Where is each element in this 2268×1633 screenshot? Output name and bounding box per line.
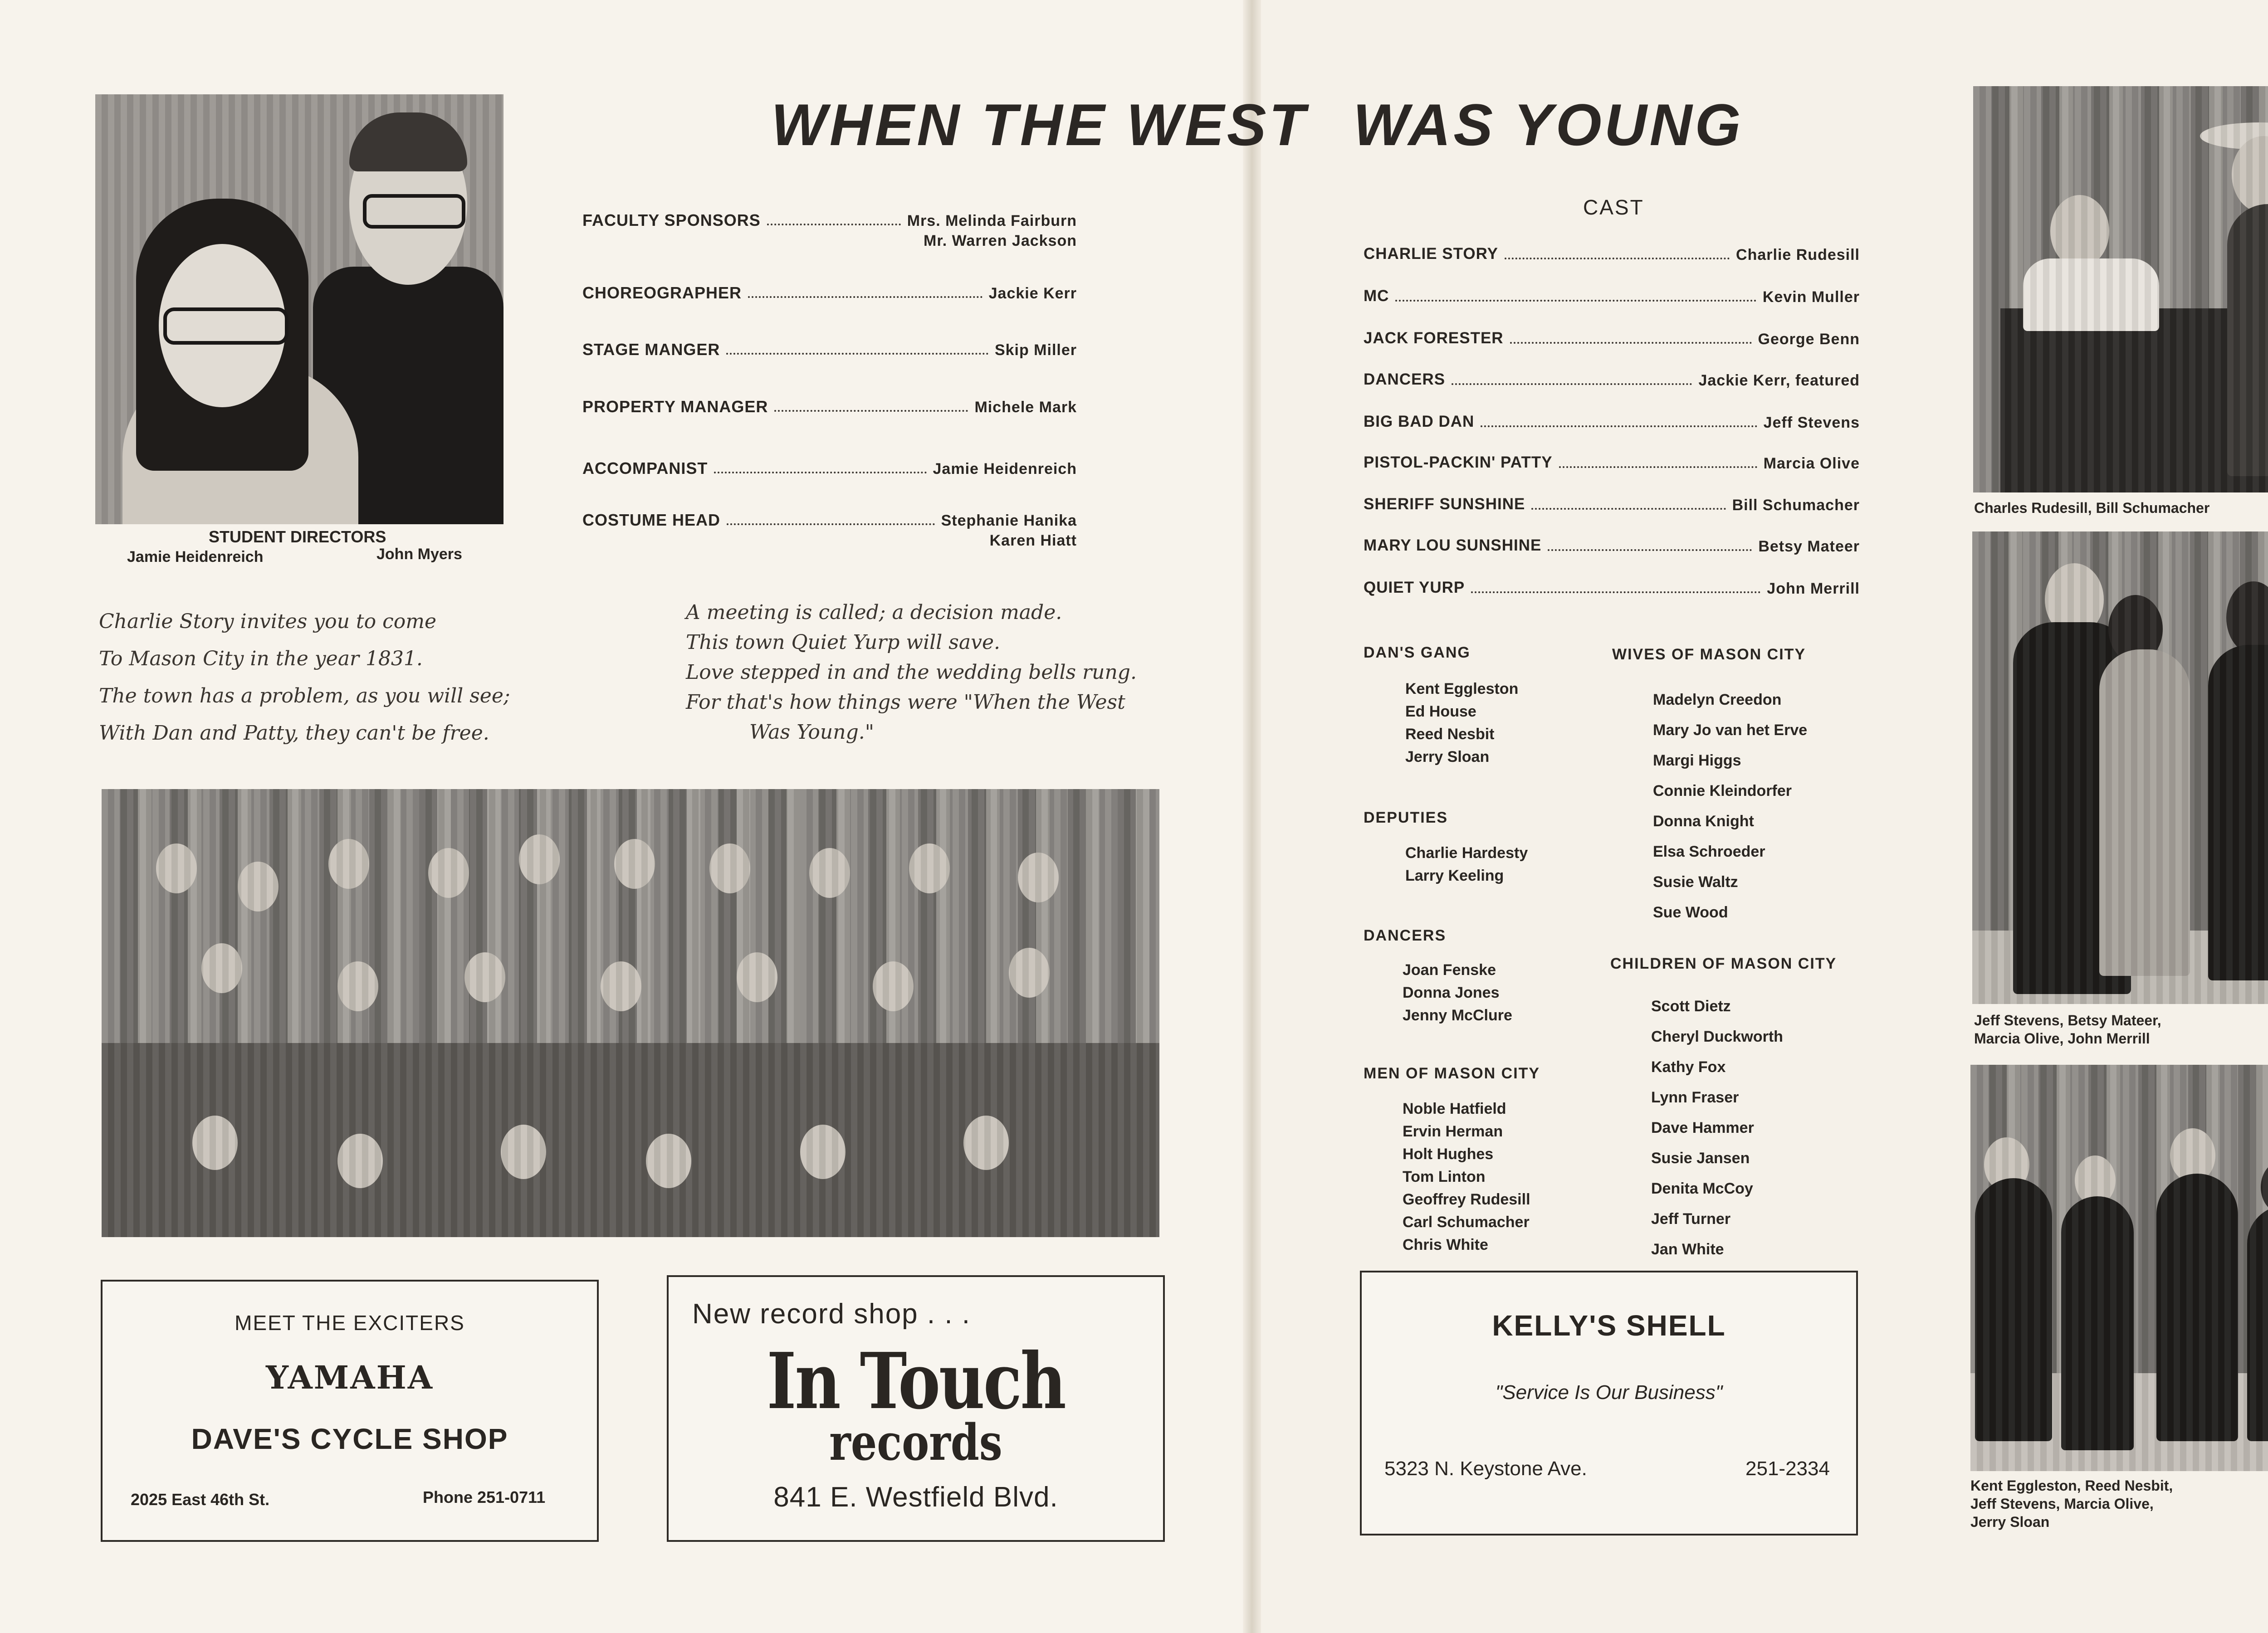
cast-member: Carl Schumacher [1403, 1214, 1530, 1231]
cast-member: Joan Fenske [1403, 961, 1496, 979]
men-list [1403, 1097, 1530, 1256]
credit-role: COSTUME HEAD [582, 511, 721, 529]
photo-rudesill-schumacher [1973, 86, 2268, 492]
ad-cycle-address: 2025 East 46th St. [131, 1490, 270, 1509]
cast-member: Geoffrey Rudesill [1403, 1191, 1530, 1208]
cast-row [1364, 495, 1860, 515]
cast-row [1364, 245, 1860, 265]
credit-name: Stephanie Hanika [941, 512, 1077, 529]
cast-member: Charlie Hardesty [1405, 844, 1528, 862]
poem-line: For that's how things were "When the West [686, 691, 1125, 714]
credit-name: Skip Miller [994, 341, 1077, 359]
wives-heading: WIVES OF MASON CITY [1612, 646, 1806, 663]
men-heading: MEN OF MASON CITY [1364, 1065, 1540, 1082]
cast-role: SHERIFF SUNSHINE [1364, 495, 1525, 513]
credit-row [582, 283, 1077, 303]
cast-member: Donna Knight [1653, 813, 1754, 830]
ad-cycle-brand: YAMAHA [265, 1359, 434, 1396]
dancers-heading: DANCERS [1364, 927, 1447, 944]
poem-line: Charlie Story invites you to come [99, 610, 436, 633]
cast-member: Ed House [1405, 703, 1476, 720]
poem-line: With Dan and Patty, they can't be free. [99, 721, 489, 745]
photo-stevens-mateer-olive-merrill [1972, 531, 2268, 1004]
caption-line: Jerry Sloan [1970, 1514, 2050, 1530]
cast-actor: George Benn [1758, 331, 1860, 348]
cast-role: CHARLIE STORY [1364, 245, 1498, 263]
cast-actor: Jackie Kerr, featured [1698, 372, 1860, 389]
cast-row [1364, 329, 1860, 349]
cast-row [1364, 579, 1860, 599]
title-part-1: WHEN THE WEST [771, 92, 1308, 158]
poem-line: The town has a problem, as you will see; [99, 684, 510, 707]
credit-role: PROPERTY MANAGER [582, 397, 768, 416]
cast-member: Holt Hughes [1403, 1146, 1494, 1163]
wives-list [1653, 685, 1807, 928]
children-list [1651, 991, 1783, 1265]
credit-row [582, 397, 1077, 417]
ad-shell-name: KELLY'S SHELL [1492, 1309, 1726, 1342]
poem-line: Was Young." [749, 721, 874, 744]
cast-actor: Charlie Rudesill [1736, 246, 1860, 263]
cast-row [1364, 370, 1860, 390]
credit-name: Michele Mark [974, 399, 1077, 416]
cast-member: Kent Eggleston [1405, 680, 1519, 697]
cast-member: Margi Higgs [1653, 752, 1741, 769]
cast-member: Connie Kleindorfer [1653, 782, 1792, 799]
play-title [771, 91, 1789, 159]
cast-role: MARY LOU SUNSHINE [1364, 536, 1542, 554]
poem-left [99, 603, 510, 752]
caption-line: Jeff Stevens, Marcia Olive, [1970, 1496, 2154, 1512]
cast-row [1364, 536, 1860, 556]
credit-row [582, 211, 1077, 251]
dans-gang-list [1405, 678, 1518, 768]
cast-row [1364, 413, 1860, 433]
dancers-list [1403, 959, 1512, 1027]
cast-role: DANCERS [1364, 370, 1446, 388]
ad-records-name1: In Touch [767, 1336, 1065, 1427]
cast-member: Sue Wood [1653, 904, 1728, 921]
ad-records-address: 841 E. Westfield Blvd. [773, 1482, 1058, 1513]
ad-cycle-name: DAVE'S CYCLE SHOP [191, 1423, 508, 1455]
cast-heading: CAST [1583, 195, 1644, 219]
cast-role: MC [1364, 287, 1389, 305]
student-directors-heading: STUDENT DIRECTORS [209, 527, 386, 546]
cast-member: Ervin Herman [1403, 1123, 1503, 1140]
ad-records-name2: records [829, 1413, 1002, 1472]
cast-member: Denita McCoy [1651, 1180, 1753, 1197]
ad-cycle-line1: MEET THE EXCITERS [235, 1311, 465, 1335]
credit-name: Mrs. Melinda Fairburn [907, 212, 1077, 229]
children-heading: CHILDREN OF MASON CITY [1610, 955, 1837, 972]
cast-member: Lynn Fraser [1651, 1089, 1739, 1106]
cast-role: QUIET YURP [1364, 579, 1465, 596]
deputies-list [1405, 842, 1528, 887]
cast-actor: Bill Schumacher [1732, 497, 1860, 514]
ad-shell-phone: 251-2334 [1745, 1458, 1830, 1480]
cast-member: Susie Waltz [1653, 873, 1738, 891]
ad-daves-cycle-shop [101, 1280, 599, 1542]
credit-name: Jamie Heidenreich [933, 460, 1077, 478]
cast-row [1364, 287, 1860, 307]
director-name-1: Jamie Heidenreich [127, 548, 264, 565]
cast-actor: Betsy Mateer [1758, 538, 1860, 555]
ad-records-tagline: New record shop . . . [692, 1298, 971, 1330]
poem-right [686, 598, 1137, 747]
cast-member: Donna Jones [1403, 984, 1500, 1001]
cast-member: Jerry Sloan [1405, 748, 1490, 765]
poem-line: A meeting is called; a decision made. [686, 601, 1062, 624]
cast-actor: Kevin Muller [1762, 288, 1860, 306]
cast-group-photo [102, 789, 1159, 1237]
cast-member: Jan White [1651, 1241, 1724, 1258]
cast-actor: John Merrill [1767, 580, 1860, 597]
caption-photo-1: Charles Rudesill, Bill Schumacher [1974, 500, 2210, 516]
student-directors-photo [95, 94, 503, 524]
cast-role: JACK FORESTER [1364, 329, 1504, 347]
cast-member: Jeff Turner [1651, 1210, 1731, 1228]
credit-role: CHOREOGRAPHER [582, 283, 742, 302]
caption-line: Kent Eggleston, Reed Nesbit, [1970, 1477, 2173, 1494]
ad-shell-slogan: "Service Is Our Business" [1495, 1381, 1723, 1404]
cast-actor: Jeff Stevens [1763, 414, 1860, 431]
dans-gang-heading: DAN'S GANG [1364, 644, 1471, 661]
cast-member: Larry Keeling [1405, 867, 1504, 884]
poem-line: This town Quiet Yurp will save. [686, 631, 1000, 654]
title-part-2: WAS YOUNG [1353, 92, 1744, 158]
director-name-2: John Myers [376, 546, 462, 563]
caption-line: Marcia Olive, John Merrill [1974, 1030, 2150, 1047]
cast-member: Reed Nesbit [1405, 726, 1495, 743]
cast-member: Scott Dietz [1651, 998, 1731, 1015]
cast-member: Madelyn Creedon [1653, 691, 1782, 708]
credit-role: STAGE MANGER [582, 340, 720, 359]
cast-member: Dave Hammer [1651, 1119, 1754, 1136]
cast-member: Jenny McClure [1403, 1007, 1512, 1024]
poem-line: To Mason City in the year 1831. [99, 647, 423, 670]
credit-row [582, 511, 1077, 551]
credit-name: Mr. Warren Jackson [924, 232, 1077, 249]
page-spine [1243, 0, 1261, 1633]
cast-member: Tom Linton [1403, 1168, 1486, 1185]
caption-photo-2 [1974, 1011, 2161, 1048]
caption-photo-3 [1970, 1477, 2173, 1531]
credit-row [582, 340, 1077, 360]
ad-in-touch-records [667, 1275, 1165, 1542]
credit-row [582, 459, 1077, 479]
credit-name: Karen Hiatt [989, 532, 1077, 549]
cast-actor: Marcia Olive [1763, 455, 1860, 472]
photo-gang-group [1970, 1065, 2268, 1471]
cast-member: Elsa Schroeder [1653, 843, 1765, 860]
cast-member: Noble Hatfield [1403, 1100, 1506, 1117]
caption-line: Jeff Stevens, Betsy Mateer, [1974, 1012, 2161, 1029]
cast-member: Mary Jo van het Erve [1653, 721, 1808, 739]
cast-member: Susie Jansen [1651, 1150, 1750, 1167]
cast-member: Chris White [1403, 1236, 1488, 1253]
credit-name: Jackie Kerr [988, 285, 1077, 302]
credit-role: ACCOMPANIST [582, 459, 708, 478]
credit-role: FACULTY SPONSORS [582, 211, 761, 229]
ad-cycle-phone: Phone 251-0711 [423, 1488, 546, 1506]
cast-role: PISTOL-PACKIN' PATTY [1364, 453, 1553, 471]
cast-row [1364, 453, 1860, 473]
poem-line: Love stepped in and the wedding bells rung. [686, 661, 1137, 684]
deputies-heading: DEPUTIES [1364, 809, 1448, 826]
cast-member: Kathy Fox [1651, 1058, 1726, 1076]
ad-shell-address: 5323 N. Keystone Ave. [1384, 1458, 1587, 1480]
cast-role: BIG BAD DAN [1364, 413, 1475, 430]
ad-kellys-shell [1360, 1271, 1858, 1536]
cast-member: Cheryl Duckworth [1651, 1028, 1783, 1045]
